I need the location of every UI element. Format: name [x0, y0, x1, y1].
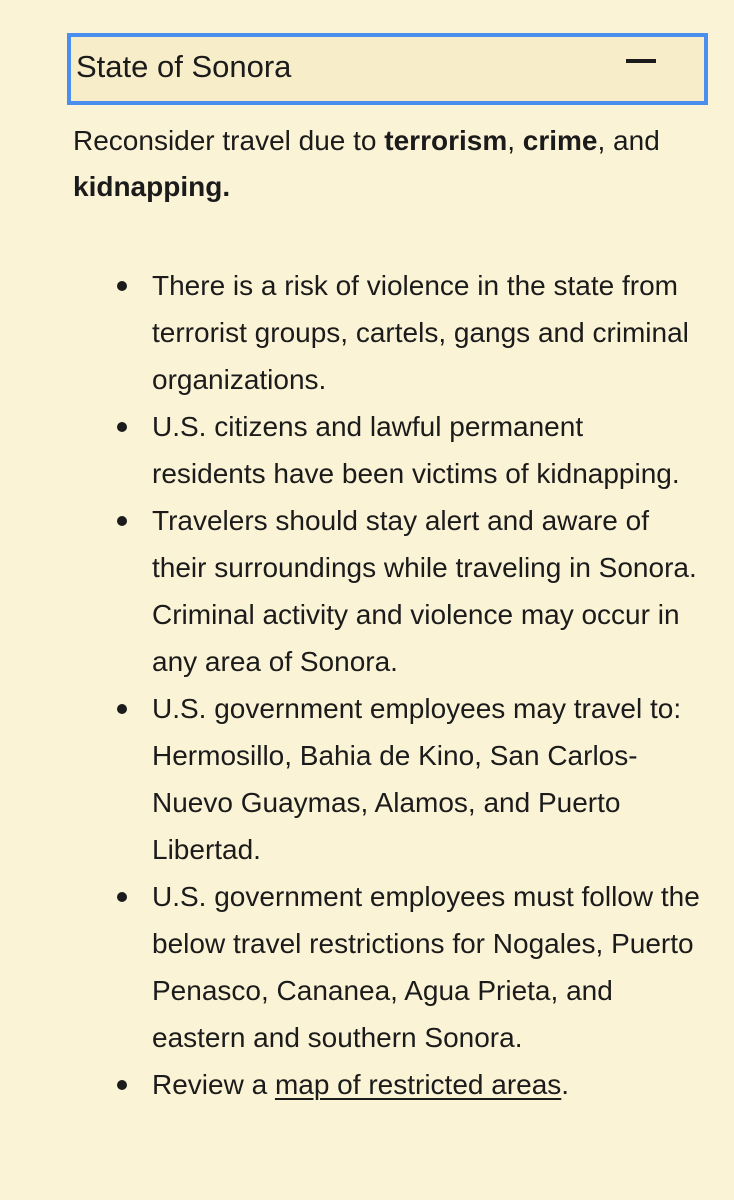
bullet-text: U.S. government employees may travel to: Hermosillo, Bahia de Kino, San Carlos-Nuevo Guaymas, Alamos, and Puerto Libertad. [152, 693, 682, 865]
bullet-icon [117, 892, 127, 902]
bullet-icon [117, 516, 127, 526]
risk-kidnapping: kidnapping. [73, 171, 231, 202]
list-item [152, 685, 704, 873]
review-suffix: . [561, 1069, 570, 1100]
bullet-text: There is a risk of violence in the state from terrorist groups, cartels, gangs and criminal organizations. [152, 270, 689, 395]
summary-separator: , [507, 125, 523, 156]
bullet-text: U.S. government employees must follow the below travel restrictions for Nogales, Puerto Penasco, Cananea, Agua Prieta, and eastern and southern Sonora. [152, 881, 700, 1053]
advisory-summary [73, 118, 713, 210]
list-item [152, 1061, 704, 1108]
bullet-text: U.S. citizens and lawful permanent residents have been victims of kidnapping. [152, 411, 680, 489]
bullet-icon [117, 704, 127, 714]
accordion-header-sonora[interactable] [67, 33, 708, 105]
list-item [152, 497, 704, 685]
risk-crime: crime [522, 125, 598, 156]
bullet-icon [117, 281, 127, 291]
minus-icon[interactable] [626, 59, 656, 63]
summary-prefix: Reconsider travel due to [73, 125, 385, 156]
bullet-icon [117, 1080, 127, 1090]
summary-separator: , and [597, 125, 660, 156]
bullet-icon [117, 422, 127, 432]
list-item [152, 873, 704, 1061]
list-item [152, 403, 704, 497]
review-prefix: Review a [152, 1069, 275, 1100]
bullet-text: Travelers should stay alert and aware of their surroundings while traveling in Sonora. Criminal activity and violence may occur in any area of Sonora. [152, 505, 697, 677]
accordion-title: State of Sonora [76, 49, 292, 84]
risk-terrorism: terrorism [384, 125, 508, 156]
restricted-areas-map-link[interactable]: map of restricted areas [274, 1069, 562, 1100]
list-item [152, 262, 704, 403]
advisory-bullet-list [152, 262, 704, 1108]
